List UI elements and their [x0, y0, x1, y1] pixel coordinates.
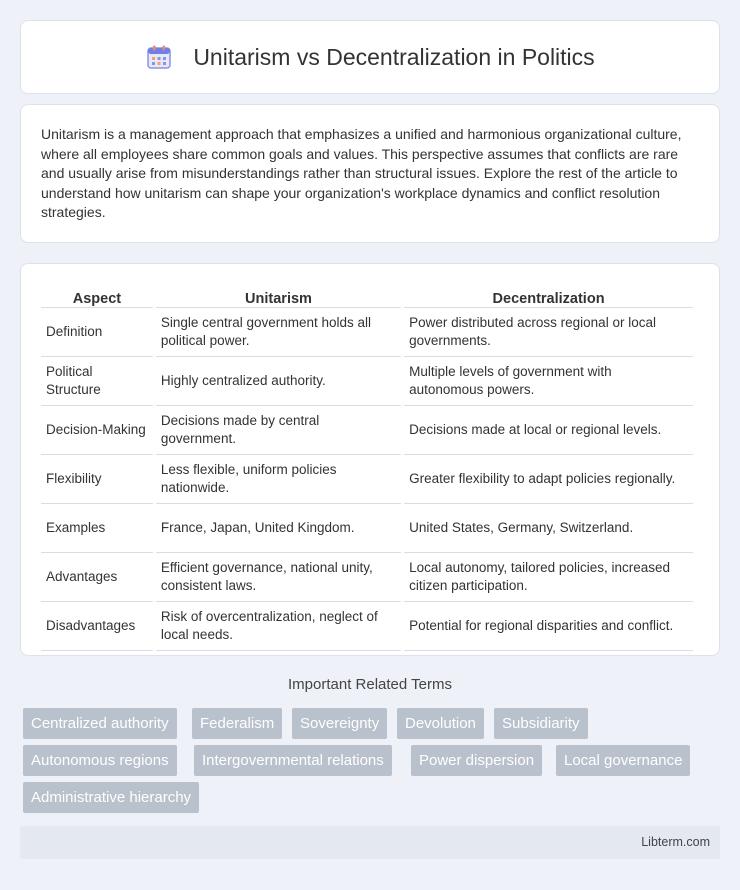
cell-aspect: Political Structure — [41, 357, 153, 406]
tag-devolution[interactable]: Devolution — [397, 708, 484, 739]
header-decentralization: Decentralization — [404, 286, 693, 308]
intro-card — [20, 104, 720, 243]
cell-decentralization: Multiple levels of government with autonomous powers. — [404, 357, 693, 406]
comparison-table — [38, 286, 696, 651]
intro-paragraph: Unitarism is a management approach that emphasizes a unified and harmonious organizational culture, where all employees share common goals and values. This perspective assumes that conflicts are rare and usually arise from misunderstandings rather than structural issues. Explore the rest of the article to understand how unitarism can shape your organization's workplace dynamics and conflict resolution strategies. — [41, 126, 682, 220]
cell-decentralization: Power distributed across regional or local governments. — [404, 308, 693, 357]
cell-unitarism: Highly centralized authority. — [156, 357, 401, 406]
table-row — [41, 602, 693, 651]
cell-aspect: Disadvantages — [41, 602, 153, 651]
footer-bar — [20, 826, 720, 859]
header-aspect: Aspect — [41, 286, 153, 308]
cell-unitarism: Decisions made by central government. — [156, 406, 401, 455]
cell-decentralization: Decisions made at local or regional levels. — [404, 406, 693, 455]
table-row — [41, 553, 693, 602]
related-terms-heading: Important Related Terms — [288, 676, 452, 693]
table-row — [41, 308, 693, 357]
cell-aspect: Decision-Making — [41, 406, 153, 455]
cell-decentralization: Greater flexibility to adapt policies regionally. — [404, 455, 693, 504]
cell-unitarism: France, Japan, United Kingdom. — [156, 504, 401, 553]
cell-decentralization: United States, Germany, Switzerland. — [404, 504, 693, 553]
tag-sovereignty[interactable]: Sovereignty — [292, 708, 387, 739]
page-title: Unitarism vs Decentralization in Politics — [193, 43, 595, 70]
cell-unitarism: Less flexible, uniform policies nationwide. — [156, 455, 401, 504]
tag-administrative-hierarchy[interactable]: Administrative hierarchy — [23, 782, 199, 813]
tag-intergovernmental-relations[interactable]: Intergovernmental relations — [194, 745, 392, 776]
cell-unitarism: Efficient governance, national unity, consistent laws. — [156, 553, 401, 602]
cell-aspect: Definition — [41, 308, 153, 357]
tag-power-dispersion[interactable]: Power dispersion — [411, 745, 542, 776]
tag-autonomous-regions[interactable]: Autonomous regions — [23, 745, 177, 776]
tag-federalism[interactable]: Federalism — [192, 708, 282, 739]
table-row — [41, 357, 693, 406]
cell-unitarism: Single central government holds all political power. — [156, 308, 401, 357]
cell-aspect: Advantages — [41, 553, 153, 602]
cell-aspect: Examples — [41, 504, 153, 553]
cell-unitarism: Risk of overcentralization, neglect of local needs. — [156, 602, 401, 651]
title-card — [20, 20, 720, 94]
tag-subsidiarity[interactable]: Subsidiarity — [494, 708, 588, 739]
table-row — [41, 455, 693, 504]
table-row — [41, 406, 693, 455]
footer-site-link[interactable]: Libterm.com — [641, 835, 710, 849]
calendar-icon — [145, 43, 173, 71]
header-unitarism: Unitarism — [156, 286, 401, 308]
table-row — [41, 504, 693, 553]
table-header-row — [41, 286, 693, 308]
tag-local-governance[interactable]: Local governance — [556, 745, 690, 776]
cell-aspect: Flexibility — [41, 455, 153, 504]
cell-decentralization: Local autonomy, tailored policies, increased citizen participation. — [404, 553, 693, 602]
cell-decentralization: Potential for regional disparities and conflict. — [404, 602, 693, 651]
tag-centralized-authority[interactable]: Centralized authority — [23, 708, 177, 739]
comparison-card — [20, 263, 720, 656]
